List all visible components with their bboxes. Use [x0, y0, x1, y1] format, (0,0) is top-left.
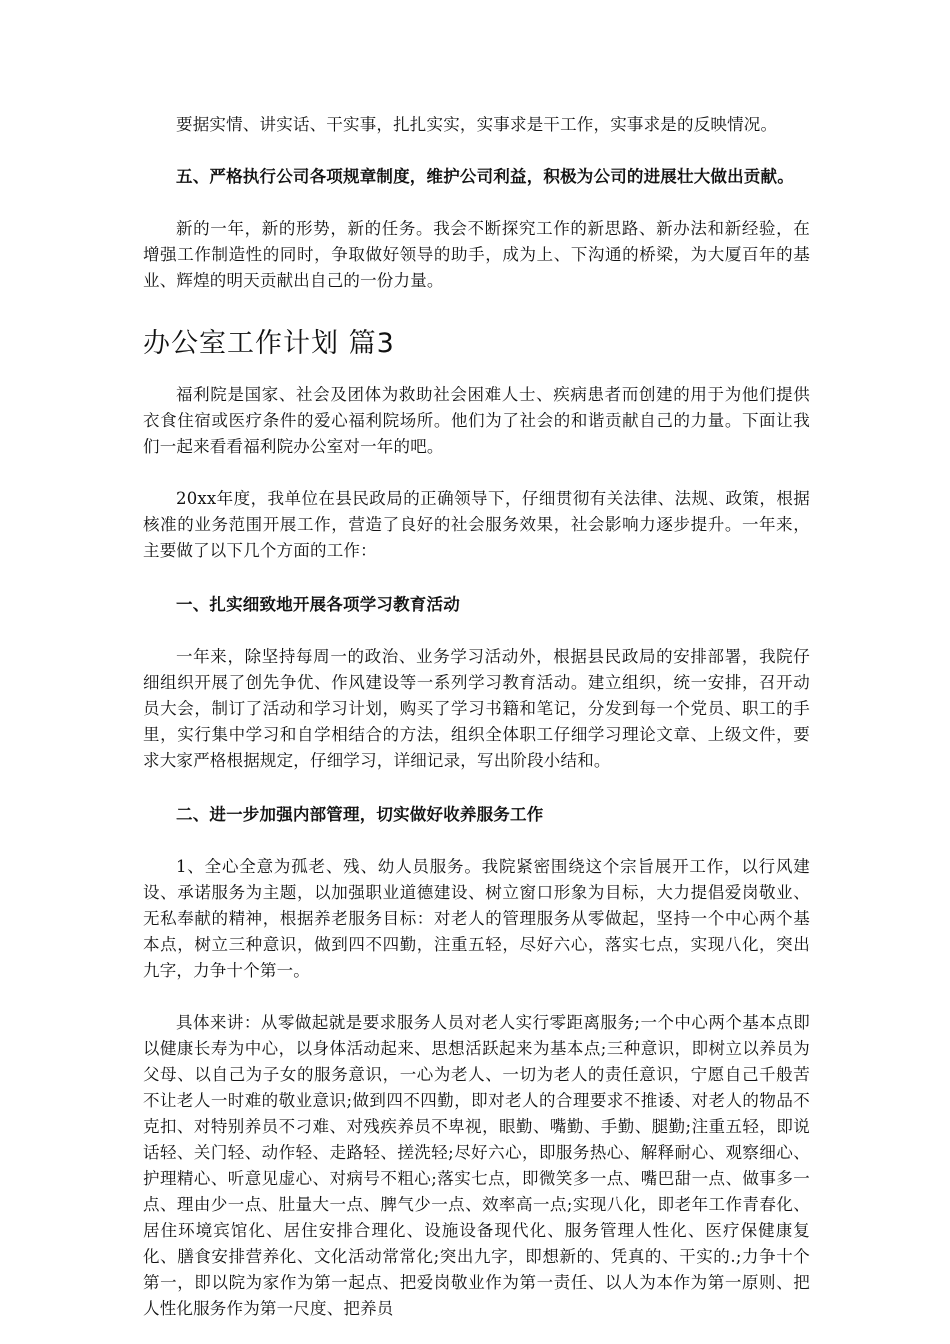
section-heading-1: 一、扎实细致地开展各项学习教育活动	[176, 595, 460, 614]
section-2-body-2: 具体来讲：从零做起就是要求服务人员对老人实行零距离服务;一个中心两个基本点即以健康长寿为中心，以身体活动起来、思想活跃起来为基本点;三种意识，即树立以养员为父母、以自己为子女的服务意识，一心为老人、一切为老人的责任意识，宁愿自己千般苦不让老人一时难的敬业意识;做到四不四勤，即对老人的合理要求不推诿、对老人的物品不克扣、对特别养员不刁难、对残疾养员不卑视，眼勤、嘴勤、手勤、腿勤;注重五轻，即说话轻、关门轻、动作轻、走路轻、搓洗轻;尽好六心，即服务热心、解释耐心、观察细心、护理精心、听意见虚心、对病号不粗心;落实七点，即微笑多一点、嘴巴甜一点、做事多一点、理由少一点、肚量大一点、脾气少一点、效率高一点;实现八化，即老年工作青春化、居住环境宾馆化、居住安排合理化、设施设备现代化、服务管理人性化、医疗保健康复化、膳食安排营养化、文化活动常常化;突出九字，即想新的、凭真的、干实的.;力争十个第一，即以院为家作为第一起点、把爱岗敬业作为第一责任、以人为本作为第一原则、把人性化服务作为第一尺度、把养员	[143, 1013, 810, 1318]
paragraph-new-year: 新的一年，新的形势，新的任务。我会不断探究工作的新思路、新办法和新经验，在增强工作制造性的同时，争取做好领导的助手，成为上、下沟通的桥梁，为大厦百年的基业、辉煌的明天贡献出自己的一份力量。	[143, 219, 810, 290]
section-heading-2: 二、进一步加强内部管理，切实做好收养服务工作	[176, 805, 544, 824]
paragraph-intro: 福利院是国家、社会及团体为救助社会困难人士、疾病患者而创建的用于为他们提供衣食住宿或医疗条件的爱心福利院场所。他们为了社会的和谐贡献自己的力量。下面让我们一起来看看福利院办公室对一年的吧。	[143, 385, 810, 456]
section-1-body: 一年来，除坚持每周一的政治、业务学习活动外，根据县民政局的安排部署，我院仔细组织开展了创先争优、作风建设等一系列学习教育活动。建立组织，统一安排，召开动员大会，制订了活动和学习计划，购买了学习书籍和笔记，分发到每一个党员、职工的手里，实行集中学习和自学相结合的方法，组织全体职工仔细学习理论文章、上级文件，要求大家严格根据规定，仔细学习，详细记录，写出阶段小结和。	[143, 647, 810, 770]
paragraph-truth: 要据实情、讲实话、干实事，扎扎实实，实事求是干工作，实事求是的反映情况。	[176, 115, 778, 134]
section-2-body-1: 1、全心全意为孤老、残、幼人员服务。我院紧密围绕这个宗旨展开工作，以行风建设、承诺服务为主题，以加强职业道德建设、树立窗口形象为目标，大力提倡爱岗敬业、无私奉献的精神，根据养老服务目标：对老人的管理服务从零做起，坚持一个中心两个基本点，树立三种意识，做到四不四勤，注重五轻，尽好六心，落实七点，实现八化，突出九字，力争十个第一。	[143, 857, 810, 980]
document-page	[143, 112, 810, 1322]
heading-section-five: 五、严格执行公司各项规章制度，维护公司利益，积极为公司的进展壮大做出贡献。	[176, 167, 794, 186]
paragraph-year-summary: 20xx年度，我单位在县民政局的正确领导下，仔细贯彻有关法律、法规、政策，根据核准的业务范围开展工作，营造了良好的社会服务效果，社会影响力逐步提升。一年来，主要做了以下几个方面的工作：	[143, 489, 810, 560]
page-title: 办公室工作计划 篇3	[143, 328, 395, 359]
